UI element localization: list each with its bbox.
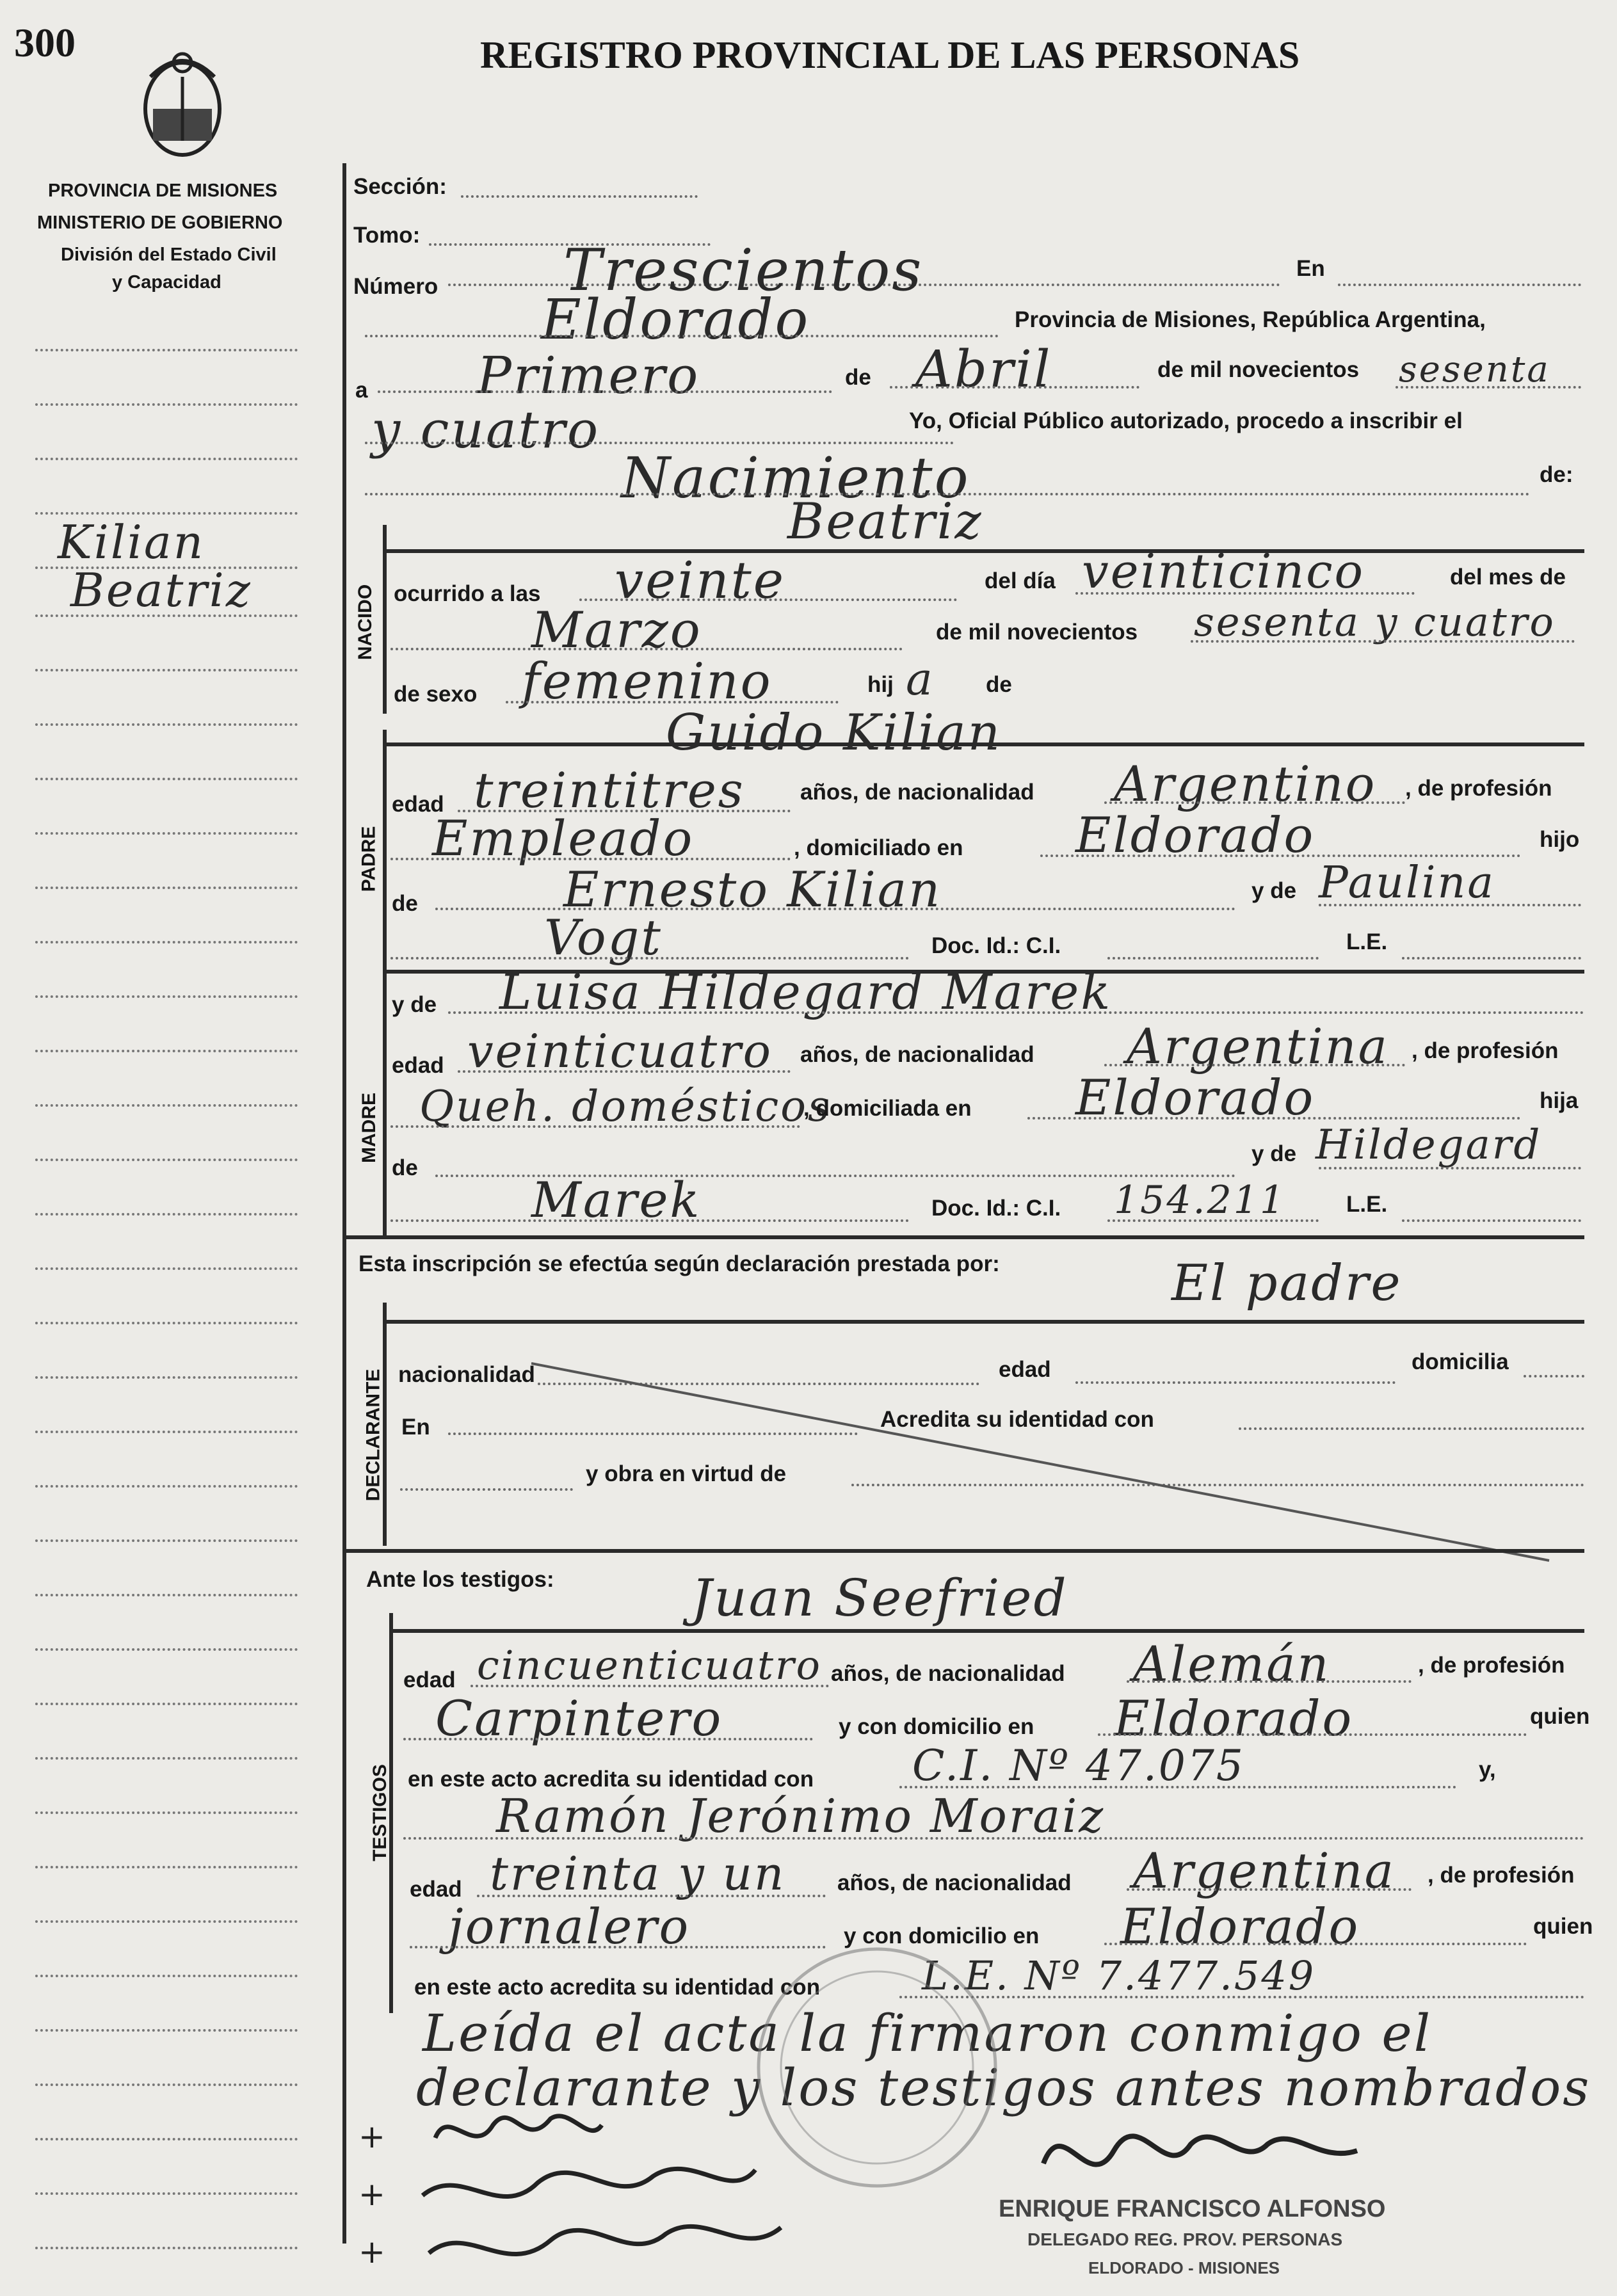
madre-dom-label: , domiciliada en bbox=[803, 1096, 972, 1121]
margin-rule bbox=[35, 1866, 298, 1868]
hij-suffix-value: a bbox=[906, 653, 935, 705]
margin-rule bbox=[35, 1703, 298, 1705]
office-line3: División del Estado Civil bbox=[61, 245, 277, 265]
t1-dom-value: Eldorado bbox=[1114, 1690, 1354, 1747]
t2-prof-value: jornalero bbox=[448, 1898, 691, 1955]
seccion-label: Sección: bbox=[353, 174, 447, 199]
t1-anos-label: años, de nacionalidad bbox=[831, 1661, 1065, 1686]
madre-y-de2-label: y de bbox=[1251, 1141, 1297, 1166]
t1-edad-value: cincuenticuatro bbox=[477, 1642, 823, 1689]
margin-rule bbox=[35, 887, 298, 889]
margin-rule bbox=[35, 1322, 298, 1324]
sexo-label: de sexo bbox=[394, 682, 478, 707]
madre-prof-value: Queh. domésticos bbox=[419, 1082, 832, 1131]
testigos-side-label: TESTIGOS bbox=[369, 1764, 390, 1861]
office-line2: MINISTERIO DE GOBIERNO bbox=[37, 213, 283, 233]
t2-quien-label: quien bbox=[1533, 1914, 1593, 1939]
numero-value: Trescientos bbox=[563, 237, 924, 304]
madre-ci-value: 154.211 bbox=[1114, 1178, 1287, 1223]
nombre-value: Beatriz bbox=[787, 493, 983, 550]
decl-acredita-label: Acredita su identidad con bbox=[880, 1407, 1154, 1432]
office-line4: y Capacidad bbox=[112, 272, 221, 293]
testigos-top-border bbox=[390, 1629, 1584, 1633]
anio-a-value: sesenta bbox=[1399, 349, 1550, 390]
de-colon-label: de: bbox=[1540, 462, 1573, 487]
madre-de-label: de bbox=[392, 1155, 418, 1180]
en-label: En bbox=[1296, 256, 1325, 281]
margin-rule bbox=[35, 1050, 298, 1052]
padre-dom-label: , domiciliado en bbox=[794, 835, 963, 860]
a-label: a bbox=[355, 378, 368, 403]
madre-side-label: MADRE bbox=[358, 1093, 380, 1163]
margin-rule bbox=[35, 1594, 298, 1596]
margin-rule bbox=[35, 778, 298, 780]
margin-rule bbox=[35, 1539, 298, 1542]
declarante-side-label: DECLARANTE bbox=[362, 1369, 384, 1502]
mil-novecientos-label: de mil novecientos bbox=[1157, 357, 1360, 382]
padre-doc-label: Doc. Id.: C.I. bbox=[931, 933, 1061, 958]
cancellation-stroke bbox=[531, 1357, 1556, 1568]
margin-rule bbox=[35, 1431, 298, 1433]
madre-dom-value: Eldorado bbox=[1075, 1069, 1315, 1126]
margin-rule bbox=[35, 2247, 298, 2249]
margin-rule bbox=[35, 832, 298, 835]
dia-value: Primero bbox=[477, 346, 700, 405]
margin-rule bbox=[35, 2029, 298, 2032]
testigos-intro-border bbox=[346, 1549, 1584, 1553]
del-mes-label: del mes de bbox=[1450, 565, 1566, 590]
margin-surname: Kilian bbox=[58, 515, 205, 569]
t1-doc-value: C.I. Nº 47.075 bbox=[912, 1741, 1245, 1790]
padre-anos-label: años, de nacionalidad bbox=[800, 780, 1034, 805]
t2-edad-value: treinta y un bbox=[490, 1847, 786, 1900]
margin-rule bbox=[35, 669, 298, 671]
margin-rule bbox=[35, 1975, 298, 1977]
margin-rule bbox=[35, 512, 298, 515]
margin-rule bbox=[35, 2192, 298, 2195]
padre-de-label: de bbox=[392, 891, 418, 916]
padre-prof-value: Empleado bbox=[432, 810, 695, 867]
decl-intro-border bbox=[346, 1235, 1584, 1239]
testigo2-nombre-value: Ramón Jerónimo Moraiz bbox=[496, 1789, 1106, 1843]
stamp-place: ELDORADO - MISIONES bbox=[1088, 2258, 1280, 2277]
t1-prof-value: Carpintero bbox=[435, 1690, 723, 1747]
t2-edad-label: edad bbox=[410, 1877, 462, 1902]
t2-prof-label: , de profesión bbox=[1428, 1863, 1575, 1888]
t1-nac-value: Alemán bbox=[1133, 1635, 1331, 1692]
hij-label: hij bbox=[867, 672, 894, 697]
del-dia-label: del día bbox=[985, 568, 1056, 593]
nacido-top-border bbox=[384, 549, 1584, 553]
svg-text:+: + bbox=[358, 2118, 385, 2155]
margin-rule bbox=[35, 1485, 298, 1488]
frame-left-border bbox=[342, 163, 346, 2244]
nacido-side-label: NACIDO bbox=[355, 584, 376, 661]
stamp-name: ENRIQUE FRANCISCO ALFONSO bbox=[999, 2196, 1386, 2222]
decl-edad-label: edad bbox=[999, 1357, 1051, 1382]
t2-anos-label: años, de nacionalidad bbox=[837, 1870, 1072, 1895]
mil-novecientos2-label: de mil novecientos bbox=[936, 620, 1138, 645]
t2-acredita-label: en este acto acredita su identidad con bbox=[414, 1975, 821, 2000]
margin-rule bbox=[35, 2083, 298, 2086]
padre-le-label: L.E. bbox=[1346, 929, 1388, 954]
margin-rule bbox=[35, 1104, 298, 1107]
t1-quien-label: quien bbox=[1530, 1704, 1590, 1729]
margin-rule bbox=[35, 941, 298, 943]
acto-value: Nacimiento bbox=[621, 445, 970, 511]
decl-domicilia-label: domicilia bbox=[1412, 1349, 1509, 1374]
t2-doc-value: L.E. Nº 7.477.549 bbox=[922, 1952, 1316, 1999]
t2-nac-value: Argentina bbox=[1133, 1842, 1396, 1899]
padre-madre-a-value: Paulina bbox=[1319, 858, 1495, 908]
page-title: REGISTRO PROVINCIAL DE LAS PERSONAS bbox=[480, 34, 1300, 76]
madre-nombre-value: Luisa Hildegard Marek bbox=[499, 963, 1113, 1020]
madre-madre-a-value: Hildegard bbox=[1315, 1121, 1542, 1169]
margin-rule bbox=[35, 1213, 298, 1216]
anio-nac-value: sesenta y cuatro bbox=[1194, 598, 1556, 645]
yo-label: Yo, Oficial Público autorizado, procedo a inscribir el bbox=[909, 408, 1463, 433]
padre-edad-value: treintitres bbox=[474, 762, 745, 819]
office-line1: PROVINCIA DE MISIONES bbox=[48, 181, 278, 201]
padre-top-border bbox=[384, 743, 1584, 746]
lugar-value: Eldorado bbox=[541, 288, 810, 352]
padre-nac-value: Argentino bbox=[1114, 755, 1377, 812]
margin-rule bbox=[35, 723, 298, 726]
svg-text:+: + bbox=[358, 2233, 385, 2270]
page-number: 300 bbox=[14, 20, 76, 65]
hora-value: veinte bbox=[615, 550, 786, 610]
t1-acredita-label: en este acto acredita su identidad con bbox=[408, 1767, 814, 1792]
t1-edad-label: edad bbox=[403, 1667, 456, 1692]
decl-en-label: En bbox=[401, 1415, 430, 1440]
madre-nac-value: Argentina bbox=[1127, 1018, 1389, 1075]
margin-rule bbox=[35, 1811, 298, 1814]
margin-rule bbox=[35, 403, 298, 406]
hij-de-label: de bbox=[986, 672, 1012, 697]
closing-line1: Leída el acta la firmaron conmigo el bbox=[422, 2003, 1433, 2063]
t2-dom-value: Eldorado bbox=[1120, 1898, 1360, 1955]
ocurrido-label: ocurrido a las bbox=[394, 581, 541, 606]
official-seal-icon bbox=[749, 1939, 1005, 2196]
margin-rule bbox=[35, 349, 298, 351]
madre-edad-value: veinticuatro bbox=[467, 1024, 773, 1078]
margin-rule bbox=[35, 1159, 298, 1161]
margin-rule bbox=[35, 1648, 298, 1651]
margin-given: Beatriz bbox=[70, 563, 252, 617]
esta-inscripcion-label: Esta inscripción se efectúa según declaración prestada por: bbox=[358, 1251, 1000, 1276]
sexo-value: femenino bbox=[522, 653, 773, 710]
padre-left-border bbox=[383, 730, 387, 970]
coat-of-arms-icon bbox=[131, 38, 234, 166]
margin-rule bbox=[35, 1376, 298, 1379]
margin-rule bbox=[35, 1920, 298, 1923]
mes-value: Abril bbox=[915, 339, 1052, 399]
padre-side-label: PADRE bbox=[358, 826, 380, 892]
margin-rule bbox=[35, 1267, 298, 1270]
anio-b-value: y cuatro bbox=[371, 400, 600, 460]
nacido-left-border bbox=[383, 525, 387, 714]
de-label: de bbox=[845, 365, 871, 390]
provincia-label: Provincia de Misiones, República Argentina, bbox=[1015, 307, 1486, 332]
padre-nombre-value: Guido Kilian bbox=[666, 704, 1002, 762]
testigo1-nombre-value: Juan Seefried bbox=[691, 1568, 1068, 1628]
mes-nac-value: Marzo bbox=[531, 602, 702, 659]
t1-y-label: y, bbox=[1479, 1757, 1496, 1782]
closing-line2: declarante y los testigos antes nombrados bbox=[416, 2058, 1591, 2117]
madre-madre-b-value: Marek bbox=[531, 1171, 702, 1228]
padre-prof-label: , de profesión bbox=[1405, 776, 1552, 801]
dia-nac-value: veinticinco bbox=[1082, 544, 1365, 599]
decl-nac-label: nacionalidad bbox=[398, 1362, 535, 1387]
stamp-role: DELEGADO REG. PROV. PERSONAS bbox=[1027, 2229, 1343, 2249]
madre-y-de-label: y de bbox=[392, 992, 437, 1017]
margin-rule bbox=[35, 2138, 298, 2140]
padre-edad-label: edad bbox=[392, 792, 444, 817]
padre-y-de-label: y de bbox=[1251, 878, 1297, 903]
margin-rule bbox=[35, 1757, 298, 1760]
svg-text:+: + bbox=[358, 2176, 385, 2213]
decl-obra-label: y obra en virtud de bbox=[586, 1461, 787, 1486]
hijo-label: hijo bbox=[1540, 827, 1580, 852]
declarante-value: El padre bbox=[1171, 1255, 1403, 1312]
madre-prof-label: , de profesión bbox=[1412, 1038, 1559, 1063]
madre-doc-label: Doc. Id.: C.I. bbox=[931, 1196, 1061, 1221]
madre-left-border bbox=[383, 970, 387, 1235]
ante-testigos-label: Ante los testigos: bbox=[366, 1567, 554, 1592]
hija-label: hija bbox=[1540, 1088, 1579, 1113]
t2-dom-label: y con domicilio en bbox=[844, 1923, 1040, 1948]
declarante-top-border bbox=[384, 1320, 1584, 1324]
padre-madre-b-value: Vogt bbox=[544, 909, 663, 966]
padre-dom-value: Eldorado bbox=[1075, 807, 1315, 863]
tomo-label: Tomo: bbox=[353, 223, 421, 248]
t1-prof-label: , de profesión bbox=[1418, 1653, 1565, 1678]
madre-le-label: L.E. bbox=[1346, 1192, 1388, 1217]
margin-rule bbox=[35, 458, 298, 460]
padre-padre-value: Ernesto Kilian bbox=[563, 861, 942, 918]
madre-edad-label: edad bbox=[392, 1053, 444, 1078]
t1-dom-label: y con domicilio en bbox=[839, 1714, 1034, 1739]
numero-label: Número bbox=[353, 274, 438, 299]
margin-rule bbox=[35, 995, 298, 998]
madre-anos-label: años, de nacionalidad bbox=[800, 1042, 1034, 1067]
